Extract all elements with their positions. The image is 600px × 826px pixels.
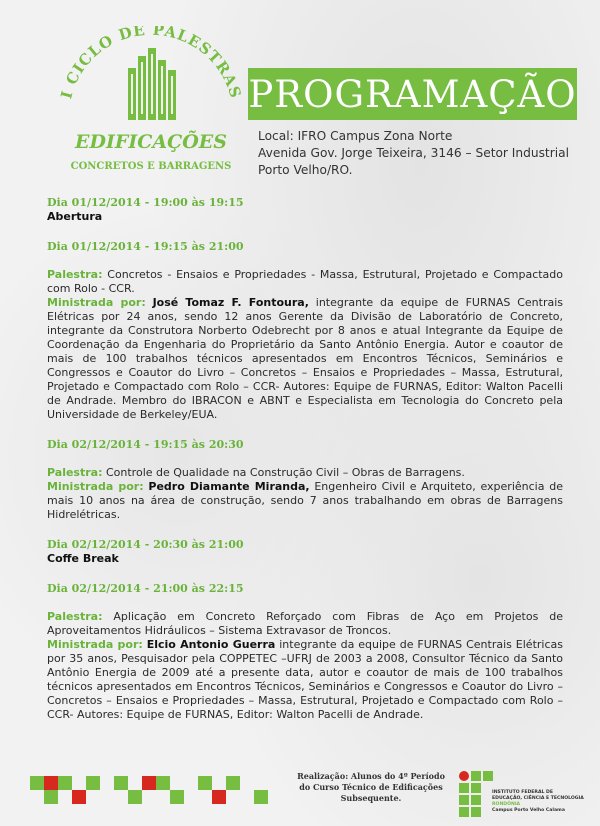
session-2-date: Dia 01/12/2014 - 19:15 às 21:00 bbox=[47, 240, 244, 253]
program-list bbox=[47, 196, 563, 722]
session-5-date: Dia 02/12/2014 - 21:00 às 22:15 bbox=[47, 582, 244, 595]
session-1-title: Abertura bbox=[47, 210, 103, 223]
logo-subtitle: CONCRETOS E BARRAGENS bbox=[70, 161, 232, 172]
page-title: PROGRAMAÇÃO bbox=[248, 73, 577, 116]
session-3-date: Dia 02/12/2014 - 19:15 às 20:30 bbox=[47, 438, 244, 451]
credits: Realização: Alunos do 4º Período do Curso Técnico de Edificações Subsequente. bbox=[297, 771, 445, 803]
logo-arc-text: I CICLO DE PALESTRAS bbox=[57, 26, 245, 101]
session-4-date: Dia 02/12/2014 - 20:30 às 21:00 bbox=[47, 538, 244, 551]
session-1-date: Dia 01/12/2014 - 19:00 às 19:15 bbox=[47, 196, 244, 209]
session-3-speaker: Ministrada por: Pedro Diamante Miranda, Engenheiro Civil e Arquiteto, experiência de mais 10 anos na área de construção, sendo 7 anos trabalhando em obras de Barragens Hidrelétricas. bbox=[47, 480, 563, 521]
event-logo bbox=[56, 26, 246, 176]
ifro-name: INSTITUTO FEDERAL DE EDUCAÇÃO, CIÊNCIA E TECNOLOGIA RONDÔNIA Campus Porto Velho Calama bbox=[492, 790, 584, 813]
session-2-talk: Palestra: Concretos - Ensaios e Propriedades - Massa, Estrutural, Projetado e Compactado com Rolo - CCR. bbox=[47, 268, 564, 295]
session-3-talk: Palestra: Controle de Qualidade na Construção Civil – Obras de Barragens. bbox=[47, 466, 465, 479]
session-2-speaker: Ministrada por: José Tomaz F. Fontoura, integrante da equipe de FURNAS Centrais Elétricas por 24 anos, sendo 12 anos Gerente da Divisão de Laboratório de Concreto, integrante da Construtora Norberto Odebrecht por 8 anos e atual Integrante da Equipe de Coordenação da Engenharia do Proprietário da Santo Antônio Energia. Autor e coautor de mais de 100 trabalhos técnicos apresentados em Encontros Técnicos, Seminários e Congressos e Coautor do Livro – Concretos – Ensaios e Propriedades – Massa, Estrutural, Projetado e Compactado com Rolo – CCR- Autores: Equipe de FURNAS, Editor: Walton Pacelli de Andrade. Membro do IBRACON e ABNT e Especialista em Tecnologia do Concreto pela Universidade de Berkeley/EUA. bbox=[47, 296, 563, 421]
session-5-talk: Palestra: Aplicação em Concreto Reforçado com Fibras de Aço em Projetos de Aproveitamentos Hidráulicos – Sistema Extravasor de Troncos. bbox=[47, 610, 563, 637]
venue-info bbox=[258, 128, 569, 179]
venue-line-1: Local: IFRO Campus Zona Norte bbox=[258, 129, 453, 143]
session-5-speaker: Ministrada por: Elcio Antonio Guerra integrante da equipe de FURNAS Centrais Elétricas por 35 anos, Pesquisador pela COPPETEC –UFRJ de 2003 a 2008, Consultor Técnico da Santo Antônio Energia de 2009 até a presente data, autor e coautor de mais de 100 trabalhos técnicos apresentados em Encontros Técnicos, Seminários e Congressos e Coautor do Livro – Concretos – Ensaios e Propriedades – Massa, Estrutural, Projetado e Compactado com Rolo – CCR- Autores: Equipe de FURNAS, Editor: Walton Pacelli de Andrade. bbox=[47, 638, 563, 721]
venue-line-2: Avenida Gov. Jorge Teixeira, 3146 – Setor Industrial bbox=[258, 146, 569, 160]
logo-brand: EDIFICAÇÕES bbox=[75, 131, 227, 153]
decorative-squares bbox=[30, 776, 270, 810]
venue-line-3: Porto Velho/RO. bbox=[258, 163, 353, 177]
session-4-title: Coffe Break bbox=[47, 552, 119, 565]
title-banner bbox=[248, 68, 577, 120]
